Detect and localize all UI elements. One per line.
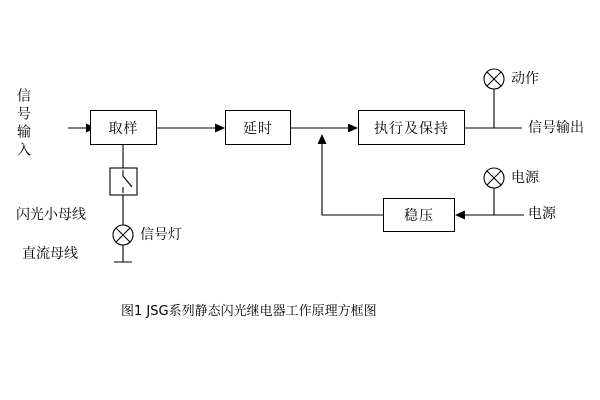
block-sampling[interactable]: 取样 (90, 110, 157, 145)
label-signal-input: 信号输入 (15, 88, 31, 160)
label-dc-bus: 直流母线 (22, 246, 78, 262)
figure-caption: 图1 JSG系列静态闪光继电器工作原理方框图 (121, 304, 377, 319)
wire-regulator-feedback (322, 140, 383, 215)
label-flash-bus: 闪光小母线 (16, 207, 86, 223)
label-signal-lamp: 信号灯 (140, 227, 182, 243)
label-power-bottom: 电源 (528, 206, 556, 222)
arrowhead-execute (348, 124, 358, 133)
block-regulator[interactable]: 稳压 (383, 198, 455, 232)
arrowhead-feedback (318, 134, 327, 144)
label-signal-output: 信号输出 (528, 120, 584, 136)
block-delay[interactable]: 延时 (225, 110, 291, 145)
label-action: 动作 (511, 71, 539, 87)
arrowhead-regulator (455, 211, 465, 220)
arrowhead-delay (215, 124, 225, 133)
block-execute-hold[interactable]: 执行及保持 (358, 110, 465, 145)
label-power-top: 电源 (511, 170, 539, 186)
